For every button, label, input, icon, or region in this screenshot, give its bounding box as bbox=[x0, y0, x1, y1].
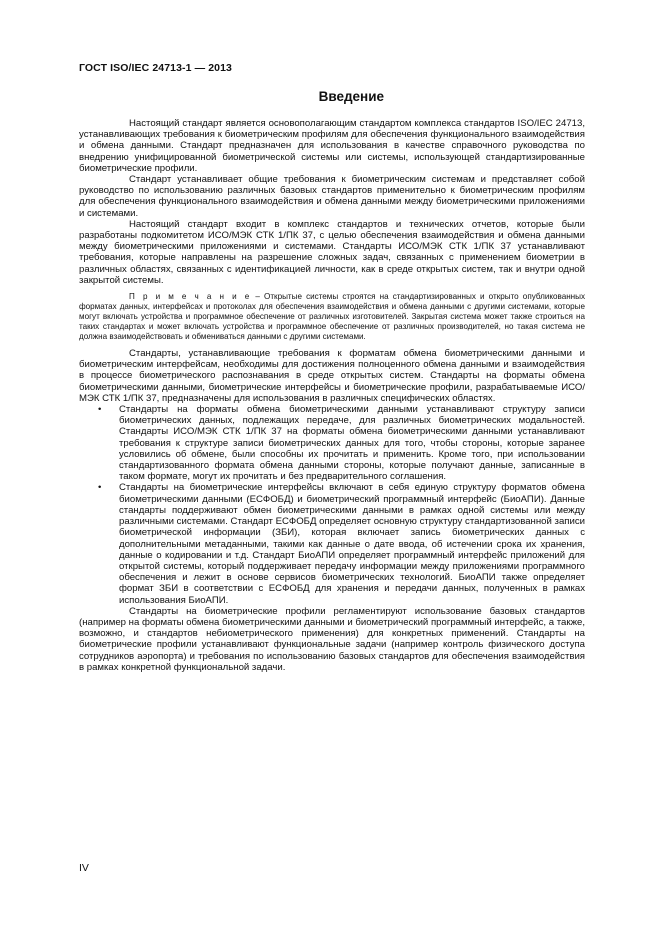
page-number: IV bbox=[79, 862, 89, 874]
list-item bbox=[79, 404, 585, 482]
bullet-marker: • bbox=[98, 404, 102, 416]
document-header: ГОСТ ISO/IEC 24713-1 — 2013 bbox=[79, 62, 232, 74]
note-label: П р и м е ч а н и е bbox=[129, 292, 252, 302]
paragraph-4: Стандарты, устанавливающие требования к форматам обмена биометрическими данными и биометрическим интерфейсам, необходимы для достижения полноценного обмена данными и взаимодействия в процессе биометрического распознавания в среде открытых систем. Стандарты на форматы обмена биометрическими данными, биометрические интерфейсы и биометрические профили, разрабатываемые ИСО/МЭК СТК 1/ПК 37, предназначены для использования в различных специфических областях. bbox=[79, 348, 585, 404]
section-title-text: Введение bbox=[318, 89, 384, 104]
bullet-text-2: Стандарты на биометрические интерфейсы включают в себя единую структуру форматов обмена биометрическими данными (ЕСФОБД) и биометрический программный интерфейс (БиоАПИ). Данные стандарты поддерживают обмен биометрическими данными в рамках одной системы или между различными системами. Стандарт ЕСФОБД определяет основную структуру стандартизованной записи биометрической информации (ЗБИ), которая включает запись биометрических данных с дополнительными метаданными, такими как данные о дате ввода, об истечении срока их хранения, данные о кодировании и т.д. Стандарт БиоАПИ определяет программный интерфейс приложений для открытой системы, который поддерживает передачу информации между приложениями программного обеспечения и лежит в основе сервисов биометрических технологий. БиоАПИ также определяет формат ЗБИ в соответствии с ЕСФОБД для хранения и передачи данных, полученных в рамках использования БиоАПИ. bbox=[119, 482, 585, 606]
paragraph-2: Стандарт устанавливает общие требования к биометрическим системам и представляет собой руководство по использованию различных базовых стандартов применительно к биометрическим профилям для обеспечения функционального взаимодействия и обмена данными между биометрическими приложениями и системами. bbox=[79, 174, 585, 219]
section-title bbox=[79, 89, 585, 104]
paragraph-1: Настоящий стандарт является основополагающим стандартом комплекса стандартов ISO/IEC 24713, устанавливающих требования к биометрическим профилям для обеспечения функционального взаимодействия и обмена данными. Стандарт предназначен для использования в качестве справочного руководства по внедрению унифицированной биометрической системы или системы, использующей стандартизированные биометрические профили. bbox=[79, 118, 585, 174]
bullet-text-1: Стандарты на форматы обмена биометрическими данными устанавливают структуру записи биометрических данных, подлежащих передаче, для различных биометрических модальностей. Стандарты ИСО/МЭК СТК 1/ПК 37 на форматы обмена биометрическими данными устанавливают требования к структуре записи биометрических данных для того, чтобы стороны, которые заранее условились об обмене, были способны их прочитать и применить. Кроме того, при использовании стандартизованного формата обмена данными стороны, которые получают данные, записанные в таком формате, могут их прочитать и без предварительного соглашения. bbox=[119, 404, 585, 483]
paragraph-3: Настоящий стандарт входит в комплекс стандартов и технических отчетов, которые были разработаны подкомитетом ИСО/МЭК СТК 1/ПК 37, с целью обеспечения взаимодействия и обмена данными между биометрическими приложениями и системами. Стандарты ИСО/МЭК СТК 1/ПК 37 устанавливают требования, которые направлены на разрешение сложных задач, связанных с применением биометрии в различных областях, связанных с идентификацией личности, как в среде открытых систем, так и внутри одной закрытой системы. bbox=[79, 218, 585, 286]
paragraph-5: Стандарты на биометрические профили регламентируют использование базовых стандартов (например на форматы обмена биометрическими данными и биометрический программный интерфейс, а также, возможно, и стандартов небиометрического применения) для конкретных применений. Стандарты на биометрические профили устанавливают функциональные задачи (например контроль физического доступа сотрудников аэропорта) и требования по использованию базовых стандартов для обеспечения взаимодействия в рамках конкретной функциональной задачи. bbox=[79, 605, 585, 673]
note-paragraph bbox=[79, 292, 585, 342]
list-item bbox=[79, 482, 585, 605]
document-body bbox=[79, 118, 585, 673]
bullet-list bbox=[79, 404, 585, 606]
note-text: – Открытые системы строятся на стандартизированных и открыто опубликованных форматах данных, интерфейсах и протоколах для обеспечения взаимодействия и обмена данными с другими системами, которые могут включать устройства и программное обеспечение от различных изготовителей. Закрытая система может также строиться на таких стандартах и может включать устройства и программное обеспечение от различных производителей, но такая система не должна взаимодействовать и обмениваться данными с другими системами. bbox=[79, 292, 585, 342]
bullet-marker: • bbox=[98, 482, 102, 494]
